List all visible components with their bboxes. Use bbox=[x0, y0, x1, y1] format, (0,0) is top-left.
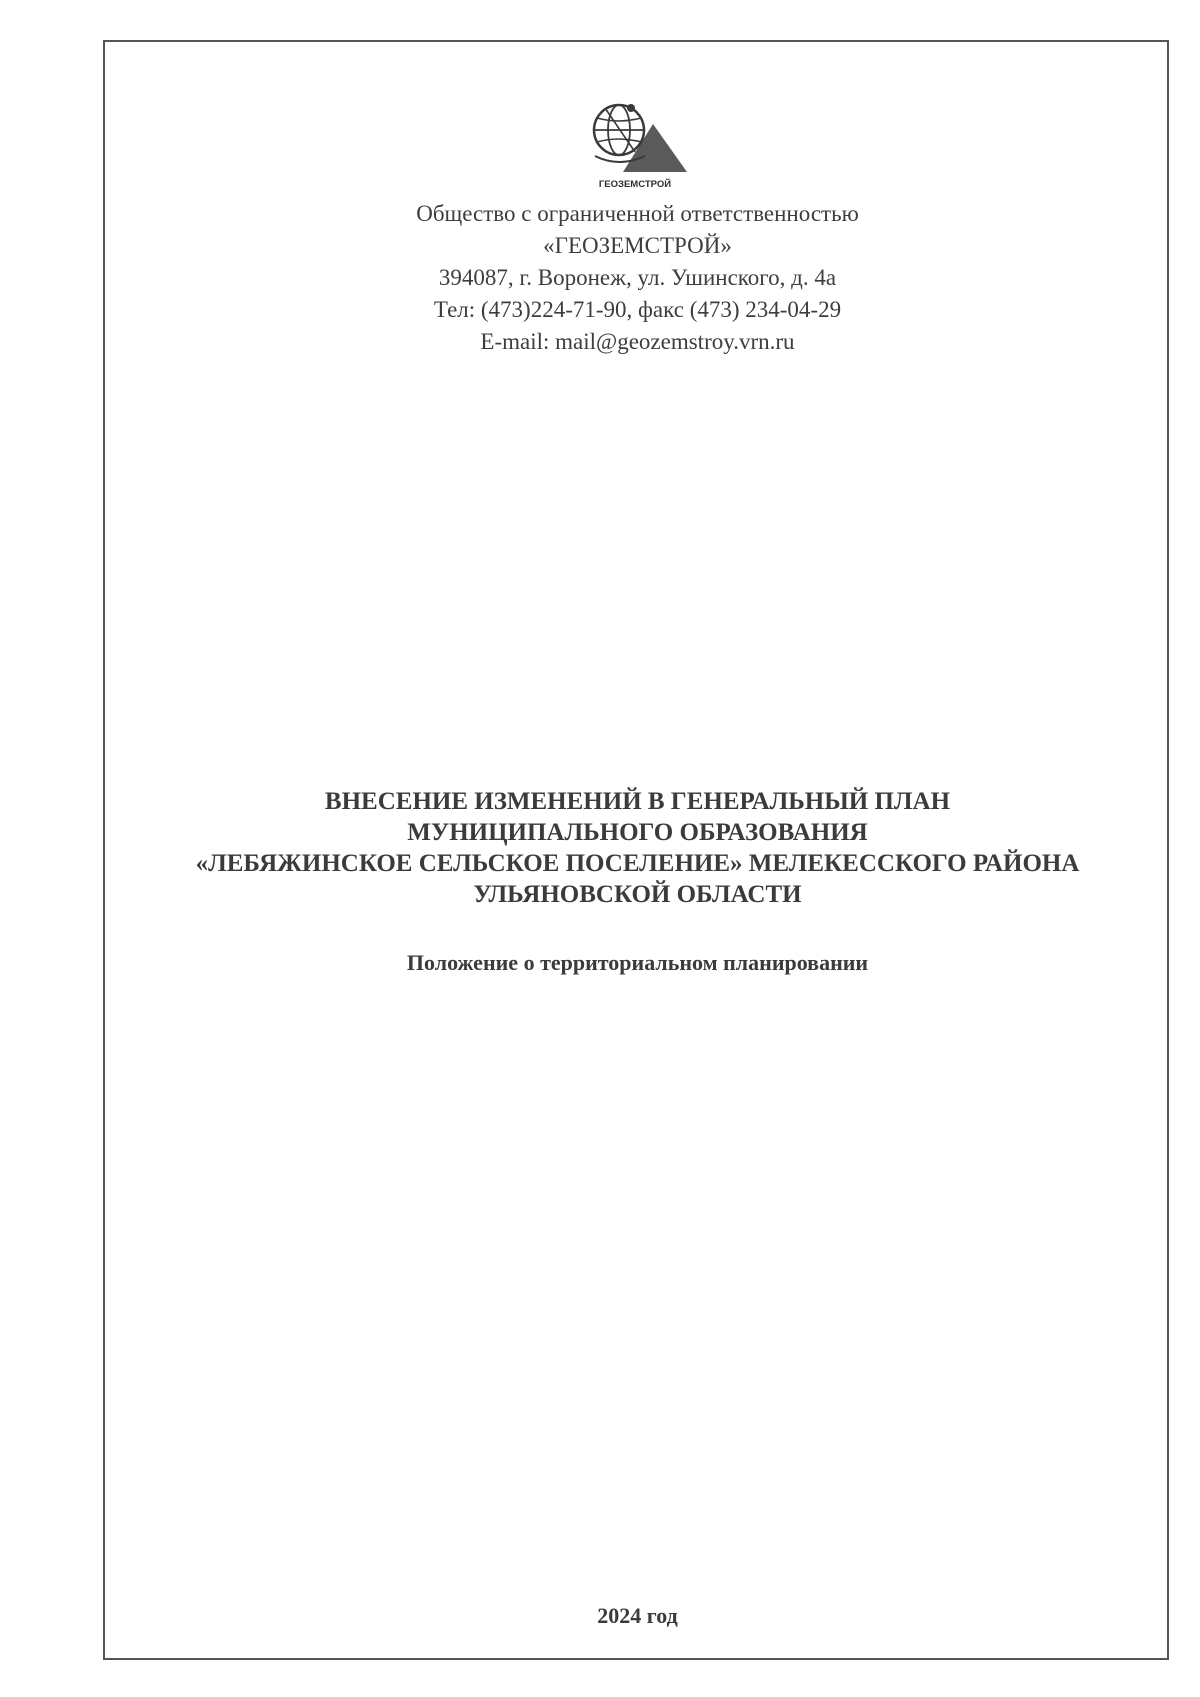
company-info bbox=[0, 198, 1200, 358]
company-address-line: 394087, г. Воронеж, ул. Ушинского, д. 4а bbox=[438, 265, 837, 290]
title-line: МУНИЦИПАЛЬНОГО ОБРАЗОВАНИЯ bbox=[407, 819, 868, 846]
document-title bbox=[0, 786, 1200, 910]
title-line: ВНЕСЕНИЕ ИЗМЕНЕНИЙ В ГЕНЕРАЛЬНЫЙ ПЛАН bbox=[324, 788, 951, 815]
company-logo bbox=[575, 94, 695, 194]
company-phone-line: Тел: (473)224-71-90, факс (473) 234-04-29 bbox=[433, 297, 842, 322]
title-line: УЛЬЯНОВСКОЙ ОБЛАСТИ bbox=[473, 881, 802, 908]
logo-text: ГЕОЗЕМСТРОЙ bbox=[598, 179, 672, 190]
company-brand-line: «ГЕОЗЕМСТРОЙ» bbox=[543, 233, 732, 258]
company-name-line: Общество с ограниченной ответственностью bbox=[416, 201, 859, 226]
title-line: «ЛЕБЯЖИНСКОЕ СЕЛЬСКОЕ ПОСЕЛЕНИЕ» МЕЛЕКЕССКОГО РАЙОНА bbox=[195, 850, 1080, 877]
document-year: 2024 год bbox=[597, 1603, 678, 1628]
company-email-line: E-mail: mail@geozemstroy.vrn.ru bbox=[480, 329, 795, 354]
document-subtitle: Положение о территориальном планировании bbox=[406, 950, 869, 975]
